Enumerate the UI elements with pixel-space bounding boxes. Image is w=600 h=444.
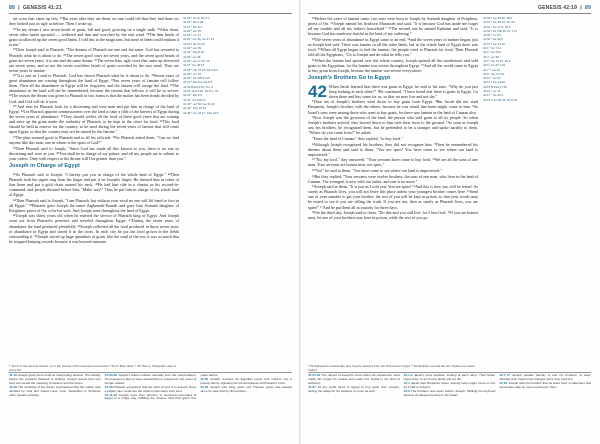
paragraph: ¹⁰"No, my lord," they answered. "Your servants have come to buy food. ¹¹We are all the sons of one man. Your servants are honest men, not spies."	[308, 157, 478, 168]
xref-item[interactable]: 41:42 ʳ Est 8:15; Da 5:7, 29	[183, 89, 219, 94]
xref-item[interactable]: 41:52 ᶜ Ge 17:6; 28:3	[483, 24, 511, 29]
paragraph: ²⁵Then Joseph said to Pharaoh, "The dreams of Pharaoh are one and the same. God has revealed to Pharaoh what he is about to do. ²⁶The seven good cows are seven years, and the seven good heads of grain are seven years; it is one and the same dream. ²⁷The seven lean, ugly cows that came up afterward are seven years, and so are the seven worthless heads of grain scorched by the east wind: They are seven years of famine.	[9, 47, 179, 73]
study-note-ref[interactable]: 41:46	[200, 384, 209, 389]
xref-item[interactable]: 41:55 ᵉ Jn 2:5	[483, 33, 501, 38]
section-heading: Joseph in Charge of Egypt	[9, 162, 80, 169]
right-study-notes	[308, 374, 591, 440]
xref-item[interactable]: 41:28 ᵈ ver 25	[183, 28, 201, 33]
xref-item[interactable]: 41:45 ᵘ ver 50; Ge 46:20	[183, 101, 215, 106]
right-body-text	[308, 16, 478, 364]
left-footnote: ᵃ 43 Or in the second chariot; or in the chariot of his second-in-command ᵇ 43 Or Bow down ᶜ 45 That is, Heliopolis; also in verse 50	[9, 364, 177, 372]
paragraph: ⁴¹So Pharaoh said to Joseph, "I hereby put you in charge of the whole land of Egypt." ⁴²Then Pharaoh took his signet ring from his finger and put it on Joseph's finger. He dressed him in robes of fine linen and put a gold chain around his neck. ⁴³He had him ride in a chariot as his second-in-command, and people shouted before him, "Make way!" Thus he put him in charge of the whole land of Egypt.	[9, 171, 179, 198]
paragraph: ⁵³The seven years of abundance in Egypt came to an end, ⁵⁴and the seven years of famine began, just as Joseph had said. There was famine in all the other lands, but in the whole land of Egypt there was food. ⁵⁵When all Egypt began to feel the famine, the people cried to Pharaoh for food. Then Pharaoh told all the Egyptians, "Go to Joseph and do what he tells you."	[308, 36, 478, 57]
xref-item[interactable]: 41:30 ᶠ ver 54; Ge 47:13	[183, 37, 215, 42]
study-note-ref[interactable]: 42:6	[403, 388, 410, 393]
study-note-text: All the world came to Egypt to buy grain from Joseph, setting the stage for his brothers to come as well.	[308, 384, 400, 393]
paragraph: ⁴⁴Then Pharaoh said to Joseph, "I am Pharaoh, but without your word no one will lift hand or foot in all Egypt." ⁴⁵Pharaoh gave Joseph the name Zaphenath-Paneah and gave him Asenath daughter of Potiphera, priest of On, to be his wife. And Joseph went throughout the land of Egypt.	[9, 197, 179, 213]
xref-item[interactable]: 41:57 ᵍ Ge 12:10	[483, 41, 505, 46]
study-note-ref[interactable]: 41:32	[9, 384, 17, 389]
xref-item[interactable]: 41:27 ᶜ 2Ki 8:1	[183, 24, 202, 29]
study-note-text: Joseph tells his brothers that he fears God, a statement that would later take on new meaning for them.	[499, 380, 591, 389]
study-note	[200, 386, 292, 394]
paragraph-text: When Jacob learned that there was grain in Egypt, he said to his sons, "Why do you just keep looking at each other?" ²He continued, "I have heard that there is grain in Egypt. Go down there and buy some for us, so that we may live and not die."	[328, 83, 478, 99]
study-note-ref[interactable]: 41:57	[308, 384, 316, 389]
paragraph: ¹⁴Joseph said to them, "It is just as I told you: You are spies! ¹⁵And this is how you will be tested: As surely as Pharaoh lives, you will not leave this place unless your youngest brother comes here. ¹⁶Send one of your number to get your brother; the rest of you will be kept in prison, so that your words may be tested to see if you are telling the truth. If you are not, then as surely as Pharaoh lives, you are spies!" ¹⁷And he put them all in custody for three days.	[308, 184, 478, 210]
xref-item[interactable]: 41:56 ᶠ Ge 42:6	[483, 37, 503, 42]
study-note-text: The doubling of the dream emphasized that the matter was decided by God and would come soon. Repetition in Scripture often signals certainty.	[9, 384, 101, 397]
paragraph: ¹²"No!" he said to them. "You have come to see where our land is unprotected."	[312, 168, 442, 174]
study-note	[404, 390, 496, 398]
study-note-ref[interactable]: 41:41-43	[104, 392, 118, 397]
paragraph: ³⁷The plan seemed good to Pharaoh and to all his officials. ³⁸So Pharaoh asked them, "Can we find anyone like this man, one in whom is the spirit of God?"	[9, 135, 179, 146]
paragraph: fat cows that came up first. ²¹But even after they ate them, no one could tell that they had done so; they looked just as ugly as before. Then I woke up.	[9, 16, 179, 27]
paragraph: ²²"In my dream I saw seven heads of grain, full and good, growing on a single stalk. ²³After them, seven other heads sprouted — withered and thin and scorched by the east wind. ²⁴The thin heads of grain swallowed up the seven good heads. I told this to the magicians, but none of them could explain it to me."	[9, 26, 179, 47]
xref-item[interactable]: 42:11 ᵒ ver 31	[483, 76, 501, 81]
xref-item[interactable]: 42:6 ˡ Ge 37:7-10	[483, 63, 506, 68]
xref-item[interactable]: 41:37 ˡ Ge 45:16	[183, 63, 205, 68]
right-running-head: GENESIS 42:19 | 89	[538, 5, 591, 11]
xref-item[interactable]: 41:43 ˢ Est 6:9	[183, 93, 202, 98]
xref-item[interactable]: 41:32 ᵍ Nu 23:19	[183, 41, 205, 46]
xref-item[interactable]: 42:18 ᵗ Lev 25:43; Ne 5:15	[483, 97, 517, 102]
xref-item[interactable]: 41:41 ᵖ Est 8:2; Da 6:3	[183, 80, 213, 85]
xref-item[interactable]: 41:38 ᵐ Nu 27:18; Da 4:8-9	[183, 67, 218, 72]
xref-item[interactable]: 41:51 ᵇ Ge 48:14, 18, 20	[483, 20, 515, 25]
study-note-text: Joseph rises from prisoner to second-in-command of Egypt in a single day, fulfilling the dreams God had given him years before.	[104, 373, 219, 401]
left-running-head-text: GENESIS 41:21	[22, 5, 62, 11]
xref-item[interactable]: 41:35 ʲ ver 48	[183, 54, 201, 59]
study-note	[9, 386, 101, 398]
right-page-number: 89	[585, 5, 591, 11]
paragraph: ³Then ten of Joseph's brothers went down to buy grain from Egypt. ⁴But Jacob did not send Benjamin, Joseph's brother, with the others, because he was afraid that harm might come to him. ⁵So Israel's sons were among those who went to buy grain, for there was famine in the land of Canaan also.	[308, 99, 478, 115]
xref-item[interactable]: 42:4 ʲ ver 38	[483, 54, 499, 59]
xref-item[interactable]: 41:50 ᵃ Ge 46:20; 48:5	[483, 16, 513, 20]
paragraph: ⁸Although Joseph recognized his brothers, they did not recognize him. ⁹Then he remembered his dreams about them and said to them, "You are spies! You have come to see where our land is unprotected."	[308, 141, 478, 157]
xref-item[interactable]: 41:40 ᵒ Ps 105:21-22	[183, 76, 211, 81]
left-running-head: 88 | GENESIS 41:21	[9, 5, 62, 11]
xref-item[interactable]: 41:36 ᵏ Ge 47:15, 19	[183, 58, 210, 63]
study-note-ref[interactable]: 41:45	[200, 376, 209, 381]
paragraph: ⁶Now Joseph was the governor of the land, the person who sold grain to all its people. So when Joseph's brothers arrived, they bowed down to him with their faces to the ground. ⁷As soon as Joseph saw his brothers, he recognized them, but he pretended to be a stranger and spoke harshly to them. "Where do you come from?" he asked.	[308, 115, 478, 136]
study-note-text: The names of Joseph's sons reflect his experience: God made him forget his trouble and made him fruitful in the land of suffering.	[308, 373, 400, 385]
study-note-text: The brothers bow down before Joseph, fulfilling his boyhood dreams of sheaves bowing to his sheaf.	[403, 388, 496, 397]
study-note-ref[interactable]: 41:33-36	[104, 373, 118, 377]
study-note-text: Jacob kept Benjamin home, fearing harm might come to him as it had to Joseph.	[403, 380, 496, 389]
xref-item[interactable]: 42:5 ᵏ Ge 12:10; 26:1	[483, 58, 511, 63]
study-note-text: Joseph speaks harshly to test his brothers, to learn whether their hearts had changed since they sold him.	[499, 373, 591, 381]
right-running-head-text: GENESIS 42:19	[538, 5, 578, 11]
xref-item[interactable]: 41:39 ⁿ ver 33	[183, 71, 201, 76]
paragraph: ²⁸"It is just as I said to Pharaoh: God has shown Pharaoh what he is about to do. ²⁹Seven years of great abundance are coming throughout the land of Egypt, ³⁰but seven years of famine will follow them. Then all the abundance in Egypt will be forgotten, and the famine will ravage the land. ³¹The abundance in the land will not be remembered, because the famine that follows it will be so severe. ³²The reason the dream was given to Pharaoh in two forms is that the matter has been firmly decided by God, and God will do it soon.	[9, 73, 179, 104]
study-note-ref[interactable]: 41:51-52	[308, 373, 321, 377]
left-study-notes	[9, 374, 292, 440]
xref-item[interactable]: 42:7 ᵐ ver 30	[483, 67, 500, 72]
paragraph: ¹⁸On the third day, Joseph said to them, "Do this and you will live, for I fear God: ¹⁹If you are honest men, let one of your brothers stay here in prison, while the rest of you go	[308, 210, 478, 221]
study-note-ref[interactable]: 42:1-2	[403, 373, 413, 377]
right-cross-references	[483, 16, 517, 356]
paragraph: ⁴⁶Joseph was thirty years old when he entered the service of Pharaoh king of Egypt. And Joseph went out from Pharaoh's presence and traveled throughout Egypt. ⁴⁷During the seven years of abundance the land produced plentifully. ⁴⁸Joseph collected all the food produced in those seven years of abundance in Egypt and stored it in the cities. In each city he put the food grown in the fields surrounding it. ⁴⁹Joseph stored up huge quantities of grain, like the sand of the sea; it was so much that he stopped keeping records because it was beyond measure.	[9, 213, 179, 244]
study-note-text: Joseph's advice follows naturally from the interpretation. He proposes a plan of wise stewardship to prepare for the years of hunger ahead.	[104, 373, 197, 385]
left-body-text	[9, 16, 179, 364]
paragraph: ³⁹Then Pharaoh said to Joseph, "Since God has made all this known to you, there is no one so discerning and wise as you. ⁴⁰You shall be in charge of my palace, and all my people are to submit to your orders. Only with respect to the throne will I be greater than you."	[9, 145, 179, 161]
paragraph: ³³"And now let Pharaoh look for a discerning and wise man and put him in charge of the land of Egypt. ³⁴Let Pharaoh appoint commissioners over the land to take a fifth of the harvest of Egypt during the seven years of abundance. ³⁵They should collect all the food of these good years that are coming and store up the grain under the authority of Pharaoh, to be kept in the cities for food. ³⁶This food should be held in reserve for the country, to be used during the seven years of famine that will come upon Egypt, so that the country may not be ruined by the famine."	[9, 104, 179, 135]
xref-item[interactable]: 41:34 ⁱ 1Sa 8:15	[183, 50, 204, 55]
study-note-text: Joseph receives an Egyptian name and marries into a priestly family, signaling his full acceptance at Pharaoh's court.	[200, 376, 292, 385]
study-note-text: Joseph was thirty years old. Thirteen years had passed since he was sold by his brothers.	[200, 384, 292, 393]
right-head-rule	[308, 13, 591, 14]
xref-item[interactable]: 42:1 ʰ Ac 7:12	[483, 46, 501, 51]
left-page-number: 88	[9, 5, 15, 11]
chapter-number: 42	[308, 81, 327, 101]
left-head-rule	[9, 13, 292, 14]
section-heading: Joseph's Brothers Go to Egypt	[308, 74, 391, 81]
xref-item[interactable]: 42:13 ᵖ Ge 44:20	[483, 80, 505, 85]
study-note-ref[interactable]: 41:16	[9, 373, 17, 377]
study-note	[308, 386, 400, 394]
xref-item[interactable]: 41:42 ᑫ Est 3:10; 8:2, 8	[183, 84, 214, 89]
xref-item[interactable]: 42:16 ʳ ver 11	[483, 89, 501, 94]
xref-item[interactable]: 41:49 ʷ Ge 22:17; 1Sa 13:5	[183, 110, 219, 115]
chapter-opening-paragraph	[308, 81, 478, 101]
xref-item[interactable]: 41:54 ᵈ Ps 105:16; Ac 7:11	[483, 28, 517, 33]
study-note-ref[interactable]: 42:7-17	[499, 373, 510, 377]
study-note	[499, 382, 591, 390]
paragraph: ⁵⁰Before the years of famine came, two sons were born to Joseph by Asenath daughter of Potiphera, priest of On. ⁵¹Joseph named his firstborn Manasseh and said, "It is because God has made me forget all my trouble and all my father's household." ⁵²The second son he named Ephraim and said, "It is because God has made me fruitful in the land of my suffering."	[308, 16, 478, 37]
xref-item[interactable]: 41:33 ʰ ver 39	[183, 46, 201, 51]
xref-item[interactable]: 42:9 ⁿ Ge 37:5-9	[483, 71, 505, 76]
xref-item[interactable]: 41:29 ᵉ ver 47	[183, 33, 201, 38]
study-note-text: Jacob's sons hesitate, looking at each other. Their father urges them to act so the family will not die.	[403, 373, 496, 381]
right-page	[300, 0, 600, 444]
study-note-ref[interactable]: 41:38	[104, 384, 113, 389]
xref-item[interactable]: 42:15 ᑫ 1Sa 17:55	[483, 84, 507, 89]
paragraph: "From the land of Canaan," they replied, "to buy food."	[312, 135, 403, 141]
study-note-ref[interactable]: 42:4	[403, 380, 410, 385]
xref-item[interactable]: 41:25 ᵇ Da 2:28	[183, 20, 204, 25]
paragraph: ¹³But they replied, "Your servants were twelve brothers, the sons of one man, who lives in the land of Canaan. The youngest is now with our father, and one is no more."	[308, 173, 478, 184]
xref-item[interactable]: 42:2 ⁱ Ge 43:2	[483, 50, 502, 55]
left-cross-references	[183, 16, 219, 356]
study-note-text: Joseph gives God credit for interpreting dreams. His humility before the powerful Pharaoh is striking; Joseph knows that only God can reveal the meaning of dreams and the future.	[9, 373, 101, 385]
xref-item[interactable]: 41:44 ᵗ Ps 105:22	[183, 97, 206, 102]
study-note-ref[interactable]: 42:18	[499, 380, 508, 385]
study-note-text: Pharaoh recognizes that the spirit of God is in Joseph. Even a pagan ruler could see the wisdom that came from God.	[104, 384, 197, 393]
xref-item[interactable]: 42:17 ˢ Ge 40:4	[483, 93, 504, 98]
paragraph: ⁵⁶When the famine had spread over the whole country, Joseph opened all the storehouses and sold grain to the Egyptians, for the famine was severe throughout Egypt. ⁵⁷And all the world came to Egypt to buy grain from Joseph, because the famine was severe everywhere.	[308, 57, 478, 73]
right-footnote: ᵃ 51 Manasseh sounds like and may be derived from the Hebrew for forget. ᵇ 52 Ephraim sounds like the Hebrew for twice fruitful.	[308, 364, 475, 372]
xref-item[interactable]: 41:24 ᵃ ver 8; Da 4:7	[183, 16, 210, 20]
xref-item[interactable]: 41:46 ᵛ 1Sa 16:21	[183, 106, 206, 111]
